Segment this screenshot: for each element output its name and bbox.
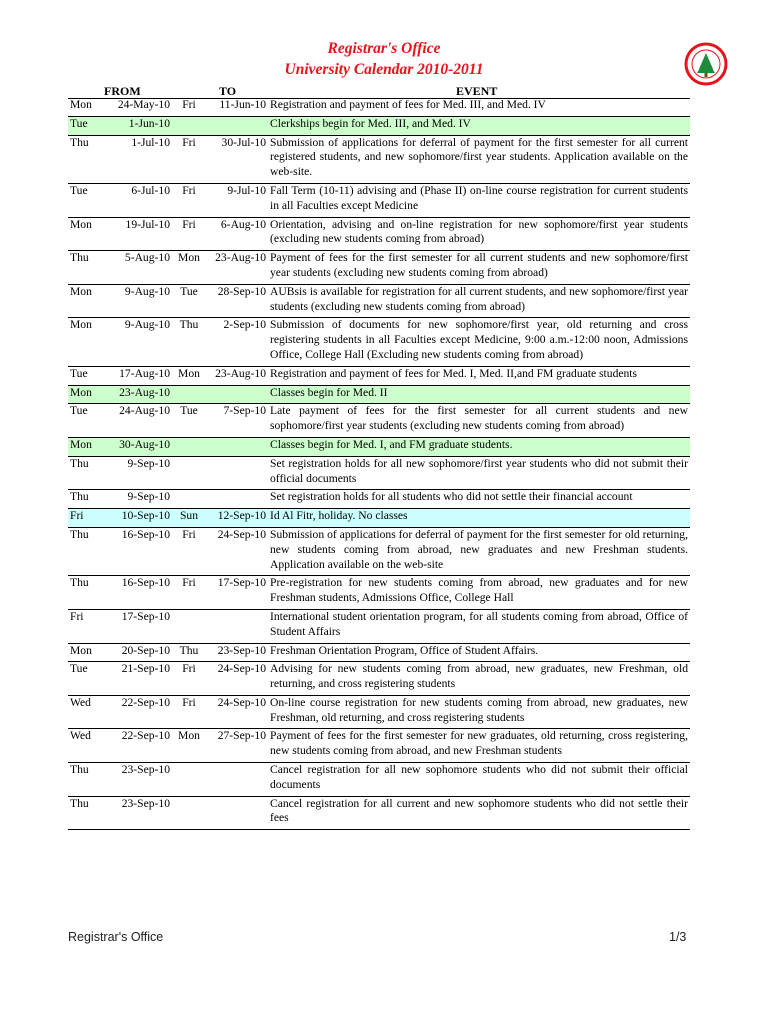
from-day-cell: Tue <box>68 183 104 217</box>
event-cell: Id Al Fitr, holiday. No classes <box>268 509 690 528</box>
to-day-cell <box>172 456 206 490</box>
to-day-cell <box>172 116 206 135</box>
to-day-cell <box>172 609 206 643</box>
to-date-cell: 6-Aug-10 <box>206 217 268 251</box>
table-header <box>68 84 690 99</box>
to-date-cell: 9-Jul-10 <box>206 183 268 217</box>
table-row <box>68 609 690 643</box>
event-cell: Set registration holds for all students who did not settle their financial account <box>268 490 690 509</box>
to-date-cell: 23-Sep-10 <box>206 643 268 662</box>
table-row <box>68 135 690 183</box>
event-cell: Cancel registration for all new sophomore students who did not submit their official documents <box>268 763 690 797</box>
from-day-cell: Mon <box>68 98 104 116</box>
event-cell: Registration and payment of fees for Med. III, and Med. IV <box>268 98 690 116</box>
from-date-cell: 21-Sep-10 <box>104 662 172 696</box>
event-cell: Registration and payment of fees for Med. I, Med. II,and FM graduate students <box>268 366 690 385</box>
from-day-cell: Thu <box>68 576 104 610</box>
from-day-cell: Tue <box>68 404 104 438</box>
event-cell: Payment of fees for the first semester for all current students and new sophomore/first year students (excluding new students coming from abroad) <box>268 251 690 285</box>
from-date-cell: 1-Jul-10 <box>104 135 172 183</box>
table-row <box>68 404 690 438</box>
to-date-cell <box>206 609 268 643</box>
to-day-cell: Mon <box>172 366 206 385</box>
table-row <box>68 318 690 366</box>
footer-office: Registrar's Office <box>68 930 164 944</box>
to-date-cell: 12-Sep-10 <box>206 509 268 528</box>
from-date-cell: 19-Jul-10 <box>104 217 172 251</box>
table-row <box>68 729 690 763</box>
event-cell: Payment of fees for the first semester for new graduates, old returning, cross registering, new students coming from abroad, and new Freshman students <box>268 729 690 763</box>
to-date-cell: 23-Aug-10 <box>206 366 268 385</box>
to-date-cell <box>206 763 268 797</box>
table-row <box>68 183 690 217</box>
event-cell: Late payment of fees for the first semester for all current students and new sophomore/first year students (excluding new students coming from abroad) <box>268 404 690 438</box>
to-date-cell <box>206 437 268 456</box>
page-number: 1/3 <box>669 930 687 944</box>
to-day-cell: Fri <box>172 662 206 696</box>
table-row <box>68 527 690 575</box>
event-cell: Advising for new students coming from abroad, new graduates, new Freshman, old returning, and cross registering students <box>268 662 690 696</box>
to-date-cell <box>206 490 268 509</box>
to-date-cell: 7-Sep-10 <box>206 404 268 438</box>
from-day-cell: Mon <box>68 385 104 404</box>
to-date-cell: 11-Jun-10 <box>206 98 268 116</box>
to-day-cell: Fri <box>172 98 206 116</box>
event-cell: International student orientation program, for all students coming from abroad, Office of Student Affairs <box>268 609 690 643</box>
to-day-cell: Fri <box>172 183 206 217</box>
table-row <box>68 695 690 729</box>
from-day-cell: Fri <box>68 509 104 528</box>
university-seal-icon <box>684 42 728 86</box>
to-day-cell: Fri <box>172 527 206 575</box>
from-day-cell: Wed <box>68 695 104 729</box>
event-cell: Pre-registration for new students coming from abroad, new graduates and for new Freshman students, Admissions Office, College Hall <box>268 576 690 610</box>
header-from: FROM <box>104 84 141 98</box>
to-day-cell: Sun <box>172 509 206 528</box>
from-date-cell: 20-Sep-10 <box>104 643 172 662</box>
to-day-cell <box>172 437 206 456</box>
to-date-cell: 24-Sep-10 <box>206 695 268 729</box>
to-day-cell: Mon <box>172 729 206 763</box>
event-cell: Submission of documents for new sophomore/first year, old returning and cross registering students in all Faculties except Medicine, 9:00 a.m.-12:00 noon, Admissions Office, College Hall (Excluding new students coming from abroad) <box>268 318 690 366</box>
from-day-cell: Thu <box>68 796 104 830</box>
from-day-cell: Mon <box>68 217 104 251</box>
from-date-cell: 9-Sep-10 <box>104 456 172 490</box>
from-day-cell: Wed <box>68 729 104 763</box>
to-day-cell: Thu <box>172 318 206 366</box>
event-cell: Clerkships begin for Med. III, and Med. IV <box>268 116 690 135</box>
event-cell: Classes begin for Med. II <box>268 385 690 404</box>
event-cell: Cancel registration for all current and new sophomore students who did not settle their fees <box>268 796 690 830</box>
from-day-cell: Thu <box>68 527 104 575</box>
to-date-cell <box>206 385 268 404</box>
table-row <box>68 456 690 490</box>
from-date-cell: 5-Aug-10 <box>104 251 172 285</box>
from-day-cell: Thu <box>68 251 104 285</box>
to-day-cell: Mon <box>172 251 206 285</box>
event-cell: Set registration holds for all new sophomore/first year students who did not submit their official documents <box>268 456 690 490</box>
from-date-cell: 22-Sep-10 <box>104 695 172 729</box>
table-row <box>68 251 690 285</box>
table-row <box>68 796 690 830</box>
to-date-cell: 17-Sep-10 <box>206 576 268 610</box>
to-date-cell <box>206 116 268 135</box>
header-to: TO <box>219 84 237 98</box>
table-row <box>68 217 690 251</box>
from-date-cell: 1-Jun-10 <box>104 116 172 135</box>
from-date-cell: 23-Sep-10 <box>104 763 172 797</box>
from-day-cell: Tue <box>68 116 104 135</box>
calendar-title: University Calendar 2010-2011 <box>284 61 484 78</box>
from-day-cell: Fri <box>68 609 104 643</box>
from-day-cell: Thu <box>68 490 104 509</box>
from-day-cell: Mon <box>68 643 104 662</box>
table-row <box>68 284 690 318</box>
from-day-cell: Mon <box>68 437 104 456</box>
table-row <box>68 576 690 610</box>
to-day-cell: Fri <box>172 217 206 251</box>
event-cell: AUBsis is available for registration for all current students, and new sophomore/first year students (excluding new students coming from abroad) <box>268 284 690 318</box>
to-day-cell <box>172 490 206 509</box>
table-row <box>68 763 690 797</box>
to-day-cell: Fri <box>172 135 206 183</box>
to-date-cell: 24-Sep-10 <box>206 527 268 575</box>
from-date-cell: 24-May-10 <box>104 98 172 116</box>
to-day-cell: Fri <box>172 695 206 729</box>
table-row <box>68 643 690 662</box>
to-day-cell: Tue <box>172 404 206 438</box>
event-cell: Submission of applications for deferral of payment for the first semester for all current registered students, and new sophomore/first year students. Application available on the web-site. <box>268 135 690 183</box>
from-date-cell: 24-Aug-10 <box>104 404 172 438</box>
from-day-cell: Mon <box>68 318 104 366</box>
from-day-cell: Tue <box>68 662 104 696</box>
calendar-table <box>68 98 690 830</box>
event-cell: Fall Term (10-11) advising and (Phase II) on-line course registration for current students in all Faculties except Medicine <box>268 183 690 217</box>
from-day-cell: Mon <box>68 284 104 318</box>
table-row <box>68 437 690 456</box>
from-day-cell: Thu <box>68 135 104 183</box>
table-row <box>68 385 690 404</box>
table-row <box>68 662 690 696</box>
to-date-cell: 24-Sep-10 <box>206 662 268 696</box>
to-day-cell: Tue <box>172 284 206 318</box>
to-date-cell: 30-Jul-10 <box>206 135 268 183</box>
from-date-cell: 10-Sep-10 <box>104 509 172 528</box>
from-day-cell: Thu <box>68 456 104 490</box>
to-day-cell <box>172 385 206 404</box>
header-event: EVENT <box>456 84 498 98</box>
from-date-cell: 16-Sep-10 <box>104 527 172 575</box>
from-date-cell: 17-Aug-10 <box>104 366 172 385</box>
to-date-cell: 2-Sep-10 <box>206 318 268 366</box>
event-cell: Orientation, advising and on-line registration for new sophomore/first year students (excluding new students coming from abroad) <box>268 217 690 251</box>
to-day-cell: Fri <box>172 576 206 610</box>
from-date-cell: 9-Sep-10 <box>104 490 172 509</box>
from-day-cell: Thu <box>68 763 104 797</box>
from-date-cell: 17-Sep-10 <box>104 609 172 643</box>
event-cell: On-line course registration for new students coming from abroad, new graduates, new Freshman, old returning, and cross registering students <box>268 695 690 729</box>
to-day-cell <box>172 763 206 797</box>
event-cell: Classes begin for Med. I, and FM graduate students. <box>268 437 690 456</box>
event-cell: Freshman Orientation Program, Office of Student Affairs. <box>268 643 690 662</box>
from-date-cell: 16-Sep-10 <box>104 576 172 610</box>
from-date-cell: 23-Sep-10 <box>104 796 172 830</box>
to-date-cell <box>206 456 268 490</box>
from-date-cell: 23-Aug-10 <box>104 385 172 404</box>
to-date-cell: 23-Aug-10 <box>206 251 268 285</box>
from-date-cell: 22-Sep-10 <box>104 729 172 763</box>
from-day-cell: Tue <box>68 366 104 385</box>
to-date-cell: 27-Sep-10 <box>206 729 268 763</box>
event-cell: Submission of applications for deferral of payment for the first semester for old returning, new students coming from abroad, new graduates and new Freshman students. Application available on the web-site <box>268 527 690 575</box>
table-row <box>68 490 690 509</box>
from-date-cell: 9-Aug-10 <box>104 284 172 318</box>
office-title: Registrar's Office <box>327 40 441 57</box>
table-row <box>68 116 690 135</box>
to-day-cell <box>172 796 206 830</box>
from-date-cell: 30-Aug-10 <box>104 437 172 456</box>
to-date-cell <box>206 796 268 830</box>
to-day-cell: Thu <box>172 643 206 662</box>
from-date-cell: 6-Jul-10 <box>104 183 172 217</box>
table-row <box>68 98 690 116</box>
table-row <box>68 509 690 528</box>
from-date-cell: 9-Aug-10 <box>104 318 172 366</box>
to-date-cell: 28-Sep-10 <box>206 284 268 318</box>
table-row <box>68 366 690 385</box>
